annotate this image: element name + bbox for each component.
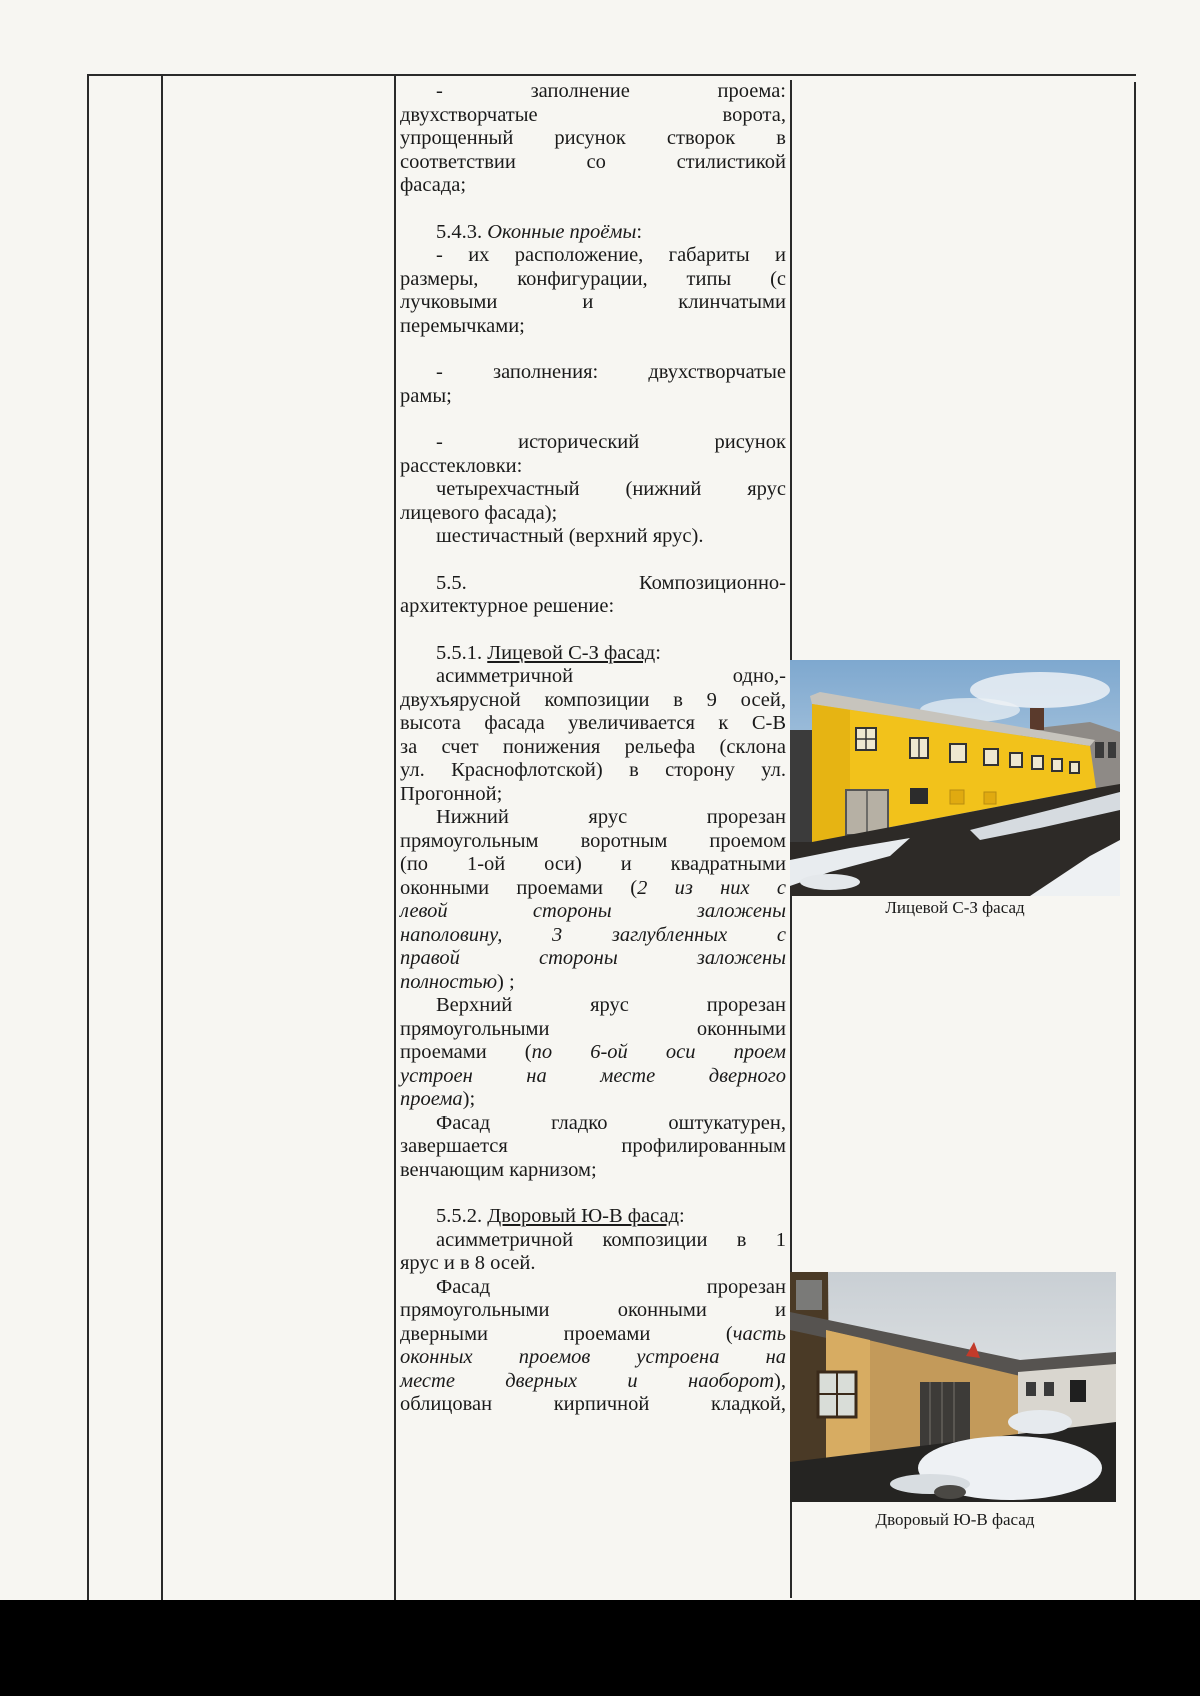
table-border-right xyxy=(1134,82,1136,1600)
text-line: двухстворчатые ворота, xyxy=(400,103,786,126)
text-line: полностью) ; xyxy=(400,970,515,993)
text-line: асимметричной одно,- xyxy=(436,665,786,687)
text-line: за счет понижения рельефа (склона xyxy=(400,735,786,758)
text-line: месте дверных и наоборот), xyxy=(400,1369,786,1392)
text-line: правой стороны заложены xyxy=(400,947,786,969)
text-line: оконных проемов устроена на xyxy=(400,1346,786,1368)
text-line: Верхний ярус прорезан xyxy=(436,994,786,1016)
facade-photo-courtyard xyxy=(790,1272,1116,1502)
text-line: размеры, конфигурации, типы (с xyxy=(400,267,786,290)
table-border-left xyxy=(87,74,89,1600)
text-line: облицован кирпичной кладкой, xyxy=(400,1393,786,1415)
text-line: высота фасада увеличивается к С-В xyxy=(400,712,786,734)
text-line: - заполнения: двухстворчатые xyxy=(436,361,786,383)
text-line: четырехчастный (нижний ярус xyxy=(436,478,786,500)
heading-5-5-2: 5.5.2. Дворовый Ю-В фасад: xyxy=(436,1205,685,1227)
text-line: завершается профилированным xyxy=(400,1135,786,1157)
text-line: прямоугольными оконными xyxy=(400,1017,786,1040)
text-line: прямоугольным воротным проемом xyxy=(400,829,786,852)
scan-bottom-edge xyxy=(0,1600,1200,1696)
text-line: Нижний ярус прорезан xyxy=(436,806,786,828)
text-line: проемами (по 6-ой оси проем xyxy=(400,1041,786,1063)
text-line: прямоугольными оконными и xyxy=(400,1299,786,1321)
heading-5-5-cont: архитектурное решение: xyxy=(400,595,615,617)
text-line: проема); xyxy=(400,1088,476,1110)
text-line: устроен на месте дверного xyxy=(400,1064,786,1087)
text-line: лучковыми и клинчатыми xyxy=(400,291,786,313)
text-line: фасада; xyxy=(400,174,467,196)
text-line: двухъярусной композиции в 9 осей, xyxy=(400,688,786,711)
text-line: соответствии со стилистикой xyxy=(400,150,786,173)
text-line: дверными проемами (часть xyxy=(400,1322,786,1345)
text-line: Фасад гладко оштукатурен, xyxy=(436,1111,786,1134)
text-line: венчающим карнизом; xyxy=(400,1158,597,1181)
photo-caption-courtyard: Дворовый Ю-В фасад xyxy=(875,1510,1035,1529)
table-border-col3 xyxy=(394,74,396,1600)
description-column xyxy=(400,80,786,1417)
text-line: перемычками; xyxy=(400,314,525,337)
text-line: упрощенный рисунок створок в xyxy=(400,127,786,149)
text-line: - их расположение, габариты и xyxy=(436,244,786,266)
text-line: расстекловки: xyxy=(400,454,523,477)
text-line: ярус и в 8 осей. xyxy=(400,1252,536,1274)
text-line: левой стороны заложены xyxy=(400,900,786,922)
text-line: лицевого фасада); xyxy=(400,501,558,524)
text-line: (по 1-ой оси) и квадратными xyxy=(400,853,786,875)
photo-caption-front: Лицевой С-З фасад xyxy=(885,898,1025,917)
heading-5-5: 5.5. Композиционно- xyxy=(436,571,786,594)
text-line: Фасад прорезан xyxy=(436,1275,786,1298)
facade-photo-front xyxy=(790,660,1120,896)
text-line: ул. Краснофлотской) в сторону ул. xyxy=(400,759,786,781)
text-line: рамы; xyxy=(400,384,452,407)
heading-5-4-3: 5.4.3. Оконные проёмы: xyxy=(436,220,643,243)
text-line: - заполнение проема: xyxy=(436,80,786,102)
text-line: оконными проемами (2 из них с xyxy=(400,876,786,899)
text-line: Прогонной; xyxy=(400,782,503,805)
text-line: асимметричной композиции в 1 xyxy=(436,1228,786,1251)
table-border-top xyxy=(87,74,1136,76)
table-border-col2 xyxy=(161,74,163,1600)
text-line: шестичастный (верхний ярус). xyxy=(436,525,704,547)
heading-5-5-1: 5.5.1. Лицевой С-З фасад: xyxy=(436,641,661,664)
text-line: наполовину, 3 заглубленных с xyxy=(400,923,786,946)
text-line: - исторический рисунок xyxy=(436,431,786,453)
